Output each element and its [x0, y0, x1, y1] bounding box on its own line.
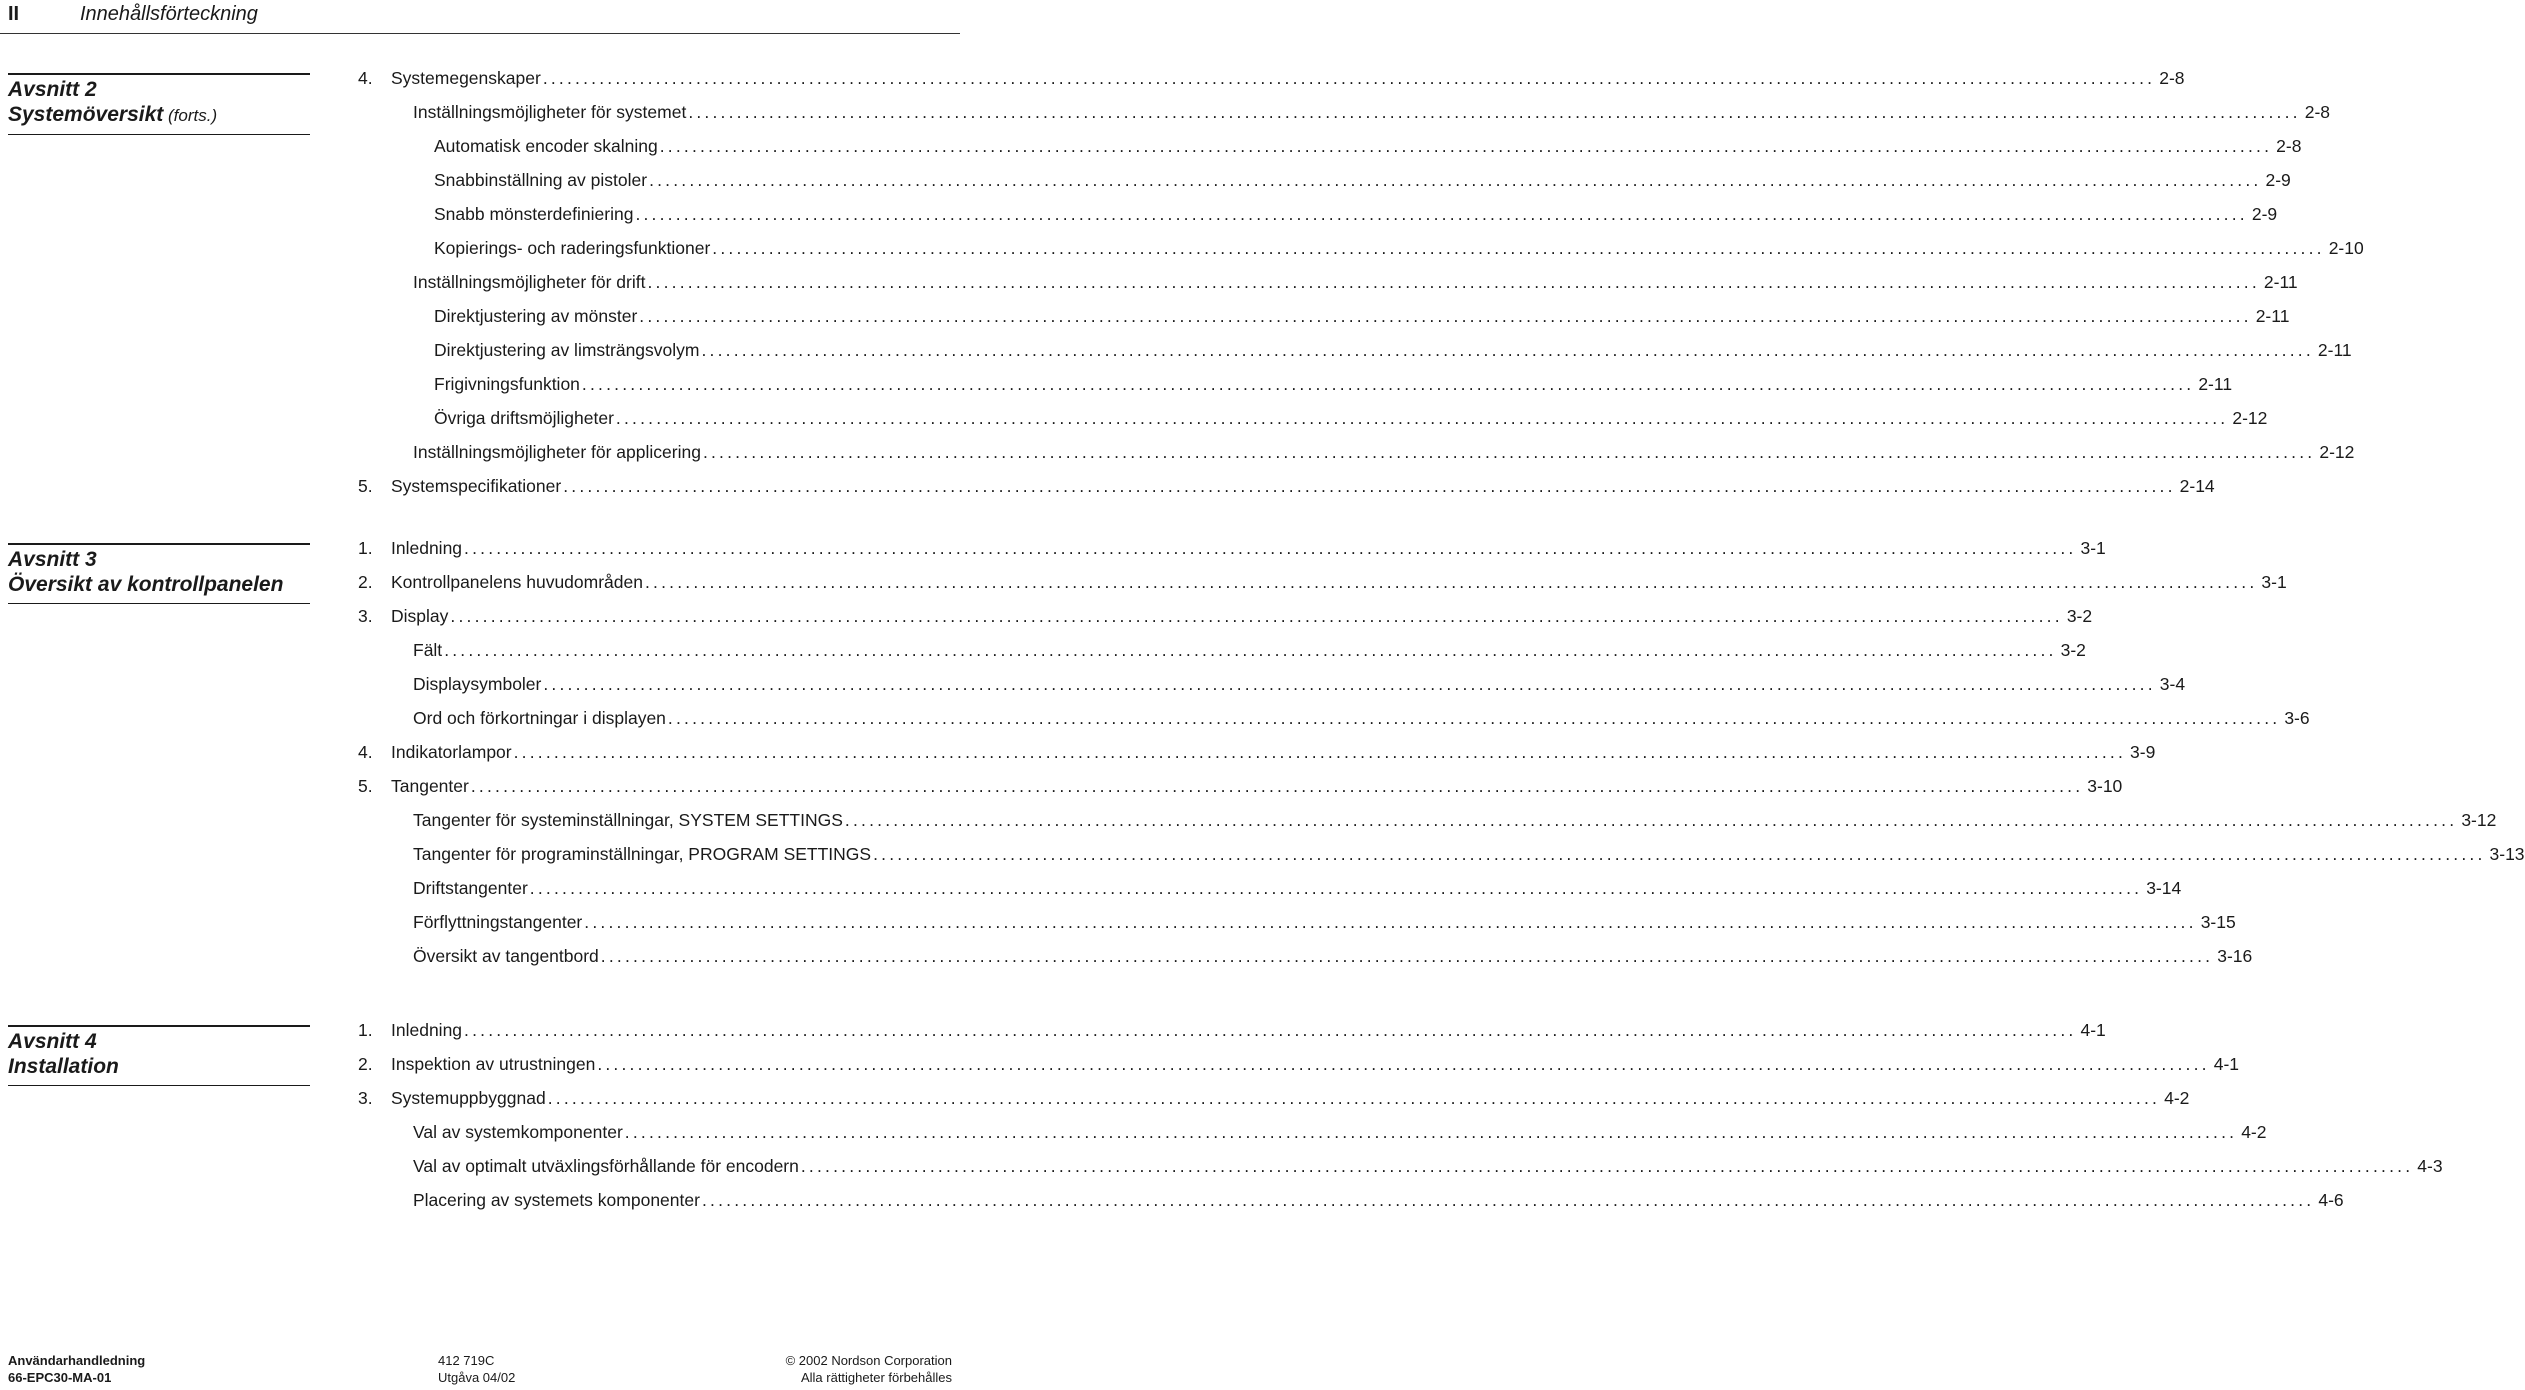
- entry-title: Inställningsmöjligheter för systemet: [413, 102, 687, 122]
- dot-leader: ........................................................................................................................................................................................................: [543, 674, 2156, 694]
- toc-entry[interactable]: [358, 1017, 2106, 1043]
- section-title: [8, 1054, 310, 1079]
- entry-page-number: 2-8: [2304, 102, 2331, 122]
- footer-part-info: [438, 1352, 515, 1386]
- toc-entry[interactable]: [413, 1187, 2344, 1213]
- dot-leader: ........................................................................................................................................................................................................: [667, 708, 2281, 728]
- entry-number: 3.: [358, 606, 373, 626]
- footer-manual-info: [8, 1352, 145, 1386]
- entry-number: 5.: [358, 476, 373, 496]
- footer-manual-number: 66-EPC30-MA-01: [8, 1370, 112, 1385]
- entry-page-number: 3-14: [2146, 878, 2182, 898]
- footer-copyright: [786, 1352, 952, 1386]
- section-label: [8, 75, 310, 102]
- entry-title: Inspektion av utrustningen: [391, 1054, 596, 1074]
- toc-entry[interactable]: [358, 65, 2185, 91]
- section-heading-rule: [8, 603, 310, 604]
- entry-title: Direktjustering av limsträngsvolym: [434, 340, 700, 360]
- entry-number: 5.: [358, 776, 373, 796]
- footer-manual-title: Användarhandledning: [8, 1353, 146, 1368]
- dot-leader: ........................................................................................................................................................................................................: [635, 204, 2248, 224]
- entry-title: Kopierings- och raderingsfunktioner: [434, 238, 711, 258]
- section-heading: [8, 543, 310, 604]
- entry-title: Inledning: [391, 538, 463, 558]
- entry-title: Förflyttningstangenter: [413, 912, 583, 932]
- section-heading: [8, 1025, 310, 1086]
- section-heading-text: Översikt av kontrollpanelen: [8, 573, 284, 596]
- entry-page-number: 2-12: [2232, 408, 2268, 428]
- entry-page-number: 4-1: [2213, 1054, 2240, 1074]
- dot-leader: ........................................................................................................................................................................................................: [542, 68, 2156, 88]
- entry-title: Inställningsmöjligheter för drift: [413, 272, 646, 292]
- dot-leader: ........................................................................................................................................................................................................: [584, 912, 2197, 932]
- dot-leader: ........................................................................................................................................................................................................: [702, 442, 2316, 462]
- entry-title: Direktjustering av mönster: [434, 306, 638, 326]
- entry-title: Snabb mönsterdefiniering: [434, 204, 634, 224]
- entry-title: Fält: [413, 640, 443, 660]
- entry-number: 4.: [358, 68, 373, 88]
- dot-leader: ........................................................................................................................................................................................................: [464, 1020, 2077, 1040]
- entry-title: Display: [391, 606, 449, 626]
- dot-leader: ........................................................................................................................................................................................................: [649, 170, 2262, 190]
- entry-page-number: 3-13: [2489, 844, 2525, 864]
- toc-entry[interactable]: [434, 337, 2352, 363]
- dot-leader: ........................................................................................................................................................................................................: [470, 776, 2084, 796]
- entry-number: 1.: [358, 538, 373, 558]
- section-heading: [8, 73, 310, 135]
- dot-leader: ........................................................................................................................................................................................................: [464, 538, 2077, 558]
- dot-leader: ........................................................................................................................................................................................................: [844, 810, 2458, 830]
- toc-entry[interactable]: [358, 773, 2123, 799]
- dot-leader: ........................................................................................................................................................................................................: [712, 238, 2325, 258]
- page-header: [0, 0, 960, 50]
- dot-leader: ........................................................................................................................................................................................................: [701, 1190, 2315, 1210]
- section-label: [8, 545, 310, 572]
- entry-page-number: 2-14: [2179, 476, 2215, 496]
- entry-title: Val av optimalt utväxlingsförhållande för encodern: [413, 1156, 799, 1176]
- dot-leader: ........................................................................................................................................................................................................: [647, 272, 2260, 292]
- entry-page-number: 4-6: [2318, 1190, 2344, 1210]
- toc-entry[interactable]: [358, 603, 2093, 629]
- toc-entry[interactable]: [413, 671, 2186, 697]
- entry-page-number: 4-3: [2417, 1156, 2443, 1176]
- toc-entry[interactable]: [358, 473, 2215, 499]
- entry-page-number: 2-9: [2265, 170, 2291, 190]
- entry-page-number: 3-1: [2261, 572, 2287, 592]
- toc-entry[interactable]: [358, 535, 2106, 561]
- entry-page-number: 2-9: [2251, 204, 2278, 224]
- toc-entry[interactable]: [413, 841, 2525, 867]
- section-number: II: [8, 3, 20, 25]
- entry-page-number: 3-6: [2284, 708, 2310, 728]
- entry-page-number: 3-2: [2060, 640, 2086, 660]
- toc-entry[interactable]: [413, 909, 2236, 935]
- toc-entry[interactable]: [358, 1085, 2190, 1111]
- entry-title: Snabbinställning av pistoler: [434, 170, 648, 190]
- section-heading-text: Avsnitt 3: [8, 548, 97, 571]
- entry-page-number: 4-1: [2080, 1020, 2106, 1040]
- entry-title: Driftstangenter: [413, 878, 528, 898]
- entry-title: Indikatorlampor: [391, 742, 512, 762]
- page-title: Innehållsförteckning: [80, 3, 258, 25]
- section-label: [8, 1027, 310, 1054]
- toc-entry[interactable]: [434, 371, 2233, 397]
- entry-title: Placering av systemets komponenter: [413, 1190, 700, 1210]
- toc-entry[interactable]: [434, 133, 2302, 159]
- dot-leader: ........................................................................................................................................................................................................: [701, 340, 2314, 360]
- toc-entry[interactable]: [434, 201, 2278, 227]
- section-suffix: (forts.): [168, 106, 218, 125]
- entry-page-number: 4-2: [2241, 1122, 2267, 1142]
- section-title: [8, 572, 310, 597]
- entry-title: Övriga driftsmöjligheter: [434, 408, 614, 428]
- entry-title: Systemspecifikationer: [391, 476, 562, 496]
- entry-page-number: 3-10: [2087, 776, 2123, 796]
- dot-leader: ........................................................................................................................................................................................................: [581, 374, 2195, 394]
- dot-leader: ........................................................................................................................................................................................................: [513, 742, 2127, 762]
- entry-title: Automatisk encoder skalning: [434, 136, 658, 156]
- toc-entry[interactable]: [434, 235, 2364, 261]
- dot-leader: ........................................................................................................................................................................................................: [529, 878, 2143, 898]
- entry-page-number: 4-2: [2164, 1088, 2190, 1108]
- entry-number: 3.: [358, 1088, 373, 1108]
- toc-entry[interactable]: [413, 637, 2086, 663]
- toc-entry[interactable]: [434, 303, 2290, 329]
- entry-number: 4.: [358, 742, 373, 762]
- header-rule: [0, 33, 960, 34]
- dot-leader: ........................................................................................................................................................................................................: [615, 408, 2229, 428]
- toc-entry[interactable]: [413, 1119, 2267, 1145]
- toc-entry[interactable]: [413, 269, 2298, 295]
- entry-page-number: 2-11: [2198, 374, 2233, 394]
- entry-title: Displaysymboler: [413, 674, 542, 694]
- section-heading-text: Systemöversikt: [8, 103, 164, 126]
- entry-page-number: 3-4: [2159, 674, 2186, 694]
- footer-rights-line: Alla rättigheter förbehålles: [800, 1370, 952, 1385]
- entry-title: Ord och förkortningar i displayen: [413, 708, 666, 728]
- entry-number: 2.: [358, 572, 373, 592]
- toc-entry[interactable]: [434, 167, 2291, 193]
- dot-leader: ........................................................................................................................................................................................................: [873, 844, 2486, 864]
- toc-entry[interactable]: [413, 807, 2497, 833]
- entry-title: Tangenter för systeminställningar, SYSTEM SETTINGS: [413, 810, 843, 830]
- entry-page-number: 2-11: [2263, 272, 2298, 292]
- toc-entry[interactable]: [358, 739, 2156, 765]
- toc-entry[interactable]: [413, 875, 2182, 901]
- entry-page-number: 2-8: [2159, 68, 2185, 88]
- footer-edition: Utgåva 04/02: [438, 1370, 516, 1385]
- footer-copyright-line: © 2002 Nordson Corporation: [785, 1353, 952, 1368]
- toc-entry[interactable]: [413, 99, 2331, 125]
- toc-entry[interactable]: [358, 569, 2287, 595]
- entry-title: Inställningsmöjligheter för applicering: [413, 442, 701, 462]
- dot-leader: ........................................................................................................................................................................................................: [639, 306, 2252, 326]
- entry-page-number: 2-8: [2276, 136, 2302, 156]
- footer-part-number: 412 719C: [438, 1353, 495, 1368]
- entry-number: 2.: [358, 1054, 373, 1074]
- toc-entry[interactable]: [434, 405, 2268, 431]
- entry-title: Tangenter: [391, 776, 469, 796]
- page-footer: [0, 1352, 960, 1390]
- entry-title: Översikt av tangentbord: [413, 946, 599, 966]
- dot-leader: ........................................................................................................................................................................................................: [597, 1054, 2210, 1074]
- entry-page-number: 2-11: [2255, 306, 2290, 326]
- dot-leader: ........................................................................................................................................................................................................: [450, 606, 2063, 626]
- section-heading-rule: [8, 134, 310, 135]
- entry-page-number: 2-12: [2319, 442, 2355, 462]
- toc-entry[interactable]: [413, 439, 2355, 465]
- entry-title: Systemegenskaper: [391, 68, 541, 88]
- toc-entry[interactable]: [358, 1051, 2240, 1077]
- dot-leader: ........................................................................................................................................................................................................: [444, 640, 2057, 660]
- entry-title: Val av systemkomponenter: [413, 1122, 623, 1142]
- section-title: [8, 102, 310, 128]
- section-heading-rule: [8, 1085, 310, 1086]
- dot-leader: ........................................................................................................................................................................................................: [547, 1088, 2161, 1108]
- toc-entry[interactable]: [413, 705, 2310, 731]
- entry-page-number: 3-9: [2130, 742, 2156, 762]
- dot-leader: ........................................................................................................................................................................................................: [800, 1156, 2414, 1176]
- entry-page-number: 3-16: [2217, 946, 2253, 966]
- toc-entry[interactable]: [413, 1153, 2443, 1179]
- section-heading-text: Avsnitt 2: [8, 78, 97, 101]
- dot-leader: ........................................................................................................................................................................................................: [563, 476, 2176, 496]
- dot-leader: ........................................................................................................................................................................................................: [624, 1122, 2238, 1142]
- dot-leader: ........................................................................................................................................................................................................: [688, 102, 2301, 122]
- entry-title: Tangenter för programinställningar, PROGRAM SETTINGS: [413, 844, 872, 864]
- entry-page-number: 2-11: [2317, 340, 2352, 360]
- entry-title: Inledning: [391, 1020, 463, 1040]
- entry-title: Kontrollpanelens huvudområden: [391, 572, 643, 592]
- entry-number: 1.: [358, 1020, 373, 1040]
- toc-entry[interactable]: [413, 943, 2253, 969]
- dot-leader: ........................................................................................................................................................................................................: [600, 946, 2214, 966]
- entry-page-number: 3-2: [2066, 606, 2093, 626]
- entry-page-number: 3-15: [2200, 912, 2236, 932]
- entry-page-number: 3-1: [2080, 538, 2106, 558]
- section-heading-text: Installation: [8, 1055, 119, 1078]
- entry-title: Frigivningsfunktion: [434, 374, 580, 394]
- section-heading-text: Avsnitt 4: [8, 1030, 97, 1053]
- entry-page-number: 3-12: [2461, 810, 2497, 830]
- entry-page-number: 2-10: [2328, 238, 2364, 258]
- entry-title: Systemuppbyggnad: [391, 1088, 546, 1108]
- dot-leader: ........................................................................................................................................................................................................: [644, 572, 2258, 592]
- dot-leader: ........................................................................................................................................................................................................: [659, 136, 2273, 156]
